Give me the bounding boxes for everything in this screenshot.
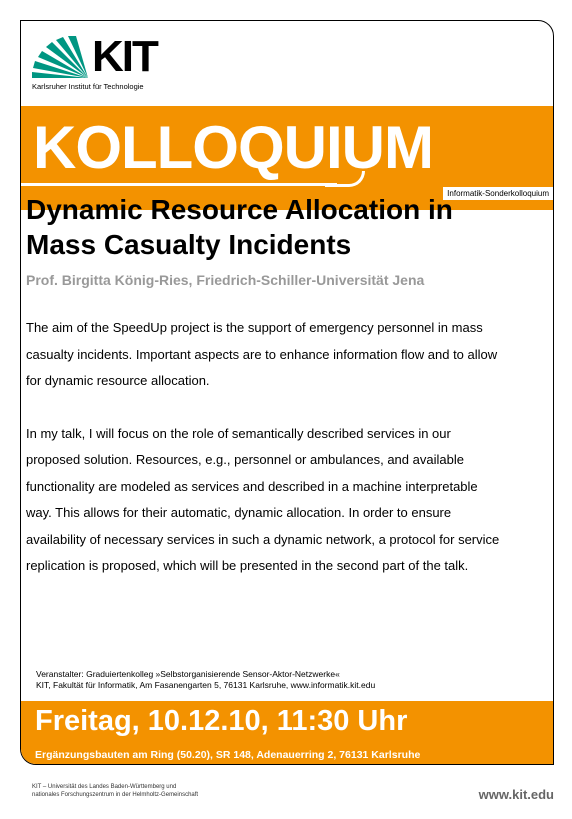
abstract [26,315,506,606]
abstract-paragraph: In my talk, I will focus on the role of semantically described services in our proposed solution. Resources, e.g., personnel or ambulances, and available functionality are modeled as services and described in a machine interpretable way. This allows for their automatic, dynamic allocation. In order to ensure availability of necessary services in such a dynamic network, a protocol for service replication is proposed, which will be presented in the second part of the talk. [26,425,500,573]
organizer-info [36,669,375,691]
talk-title: Dynamic Resource Allocation in Mass Casualty Incidents [26,194,453,260]
banner-tag: Informatik-Sonderkolloquium [443,187,553,200]
speaker: Prof. Birgitta König-Ries, Friedrich-Schiller-Universität Jena [26,272,425,288]
banner-title: KOLLOQUIUM [33,114,433,181]
kit-logo [28,32,168,94]
logo-subtitle: Karlsruher Institut für Technologie [32,82,144,91]
organizer-line: Veranstalter: Graduiertenkolleg »Selbstorganisierende Sensor-Aktor-Netzwerke« [36,669,340,679]
banner-underline [21,183,337,186]
footer-line: KIT – Universität des Landes Baden-Württemberg und [32,784,177,790]
logo-text: KIT [92,32,157,81]
footer-url-link[interactable]: www.kit.edu [478,787,554,802]
organizer-address: KIT, Fakultät für Informatik, Am Fasanengarten 5, 76131 Karlsruhe, www.informatik.kit.edu [36,680,376,690]
footer-line: nationales Forschungszentrum in der Helmholtz-Gemeinschaft [32,791,199,798]
event-venue: Ergänzungsbauten am Ring (50.20), SR 148, Adenauerring 2, 76131 Karlsruhe [35,749,421,761]
footer-note [32,784,198,799]
abstract-paragraph: The aim of the SpeedUp project is the support of emergency personnel in mass casualty incidents. Important aspects are to enhance information flow and to allow for dynamic resource allocation. [26,320,498,388]
kit-logo-fan-icon [30,36,90,80]
event-datetime: Freitag, 10.12.10, 11:30 Uhr [35,705,408,737]
